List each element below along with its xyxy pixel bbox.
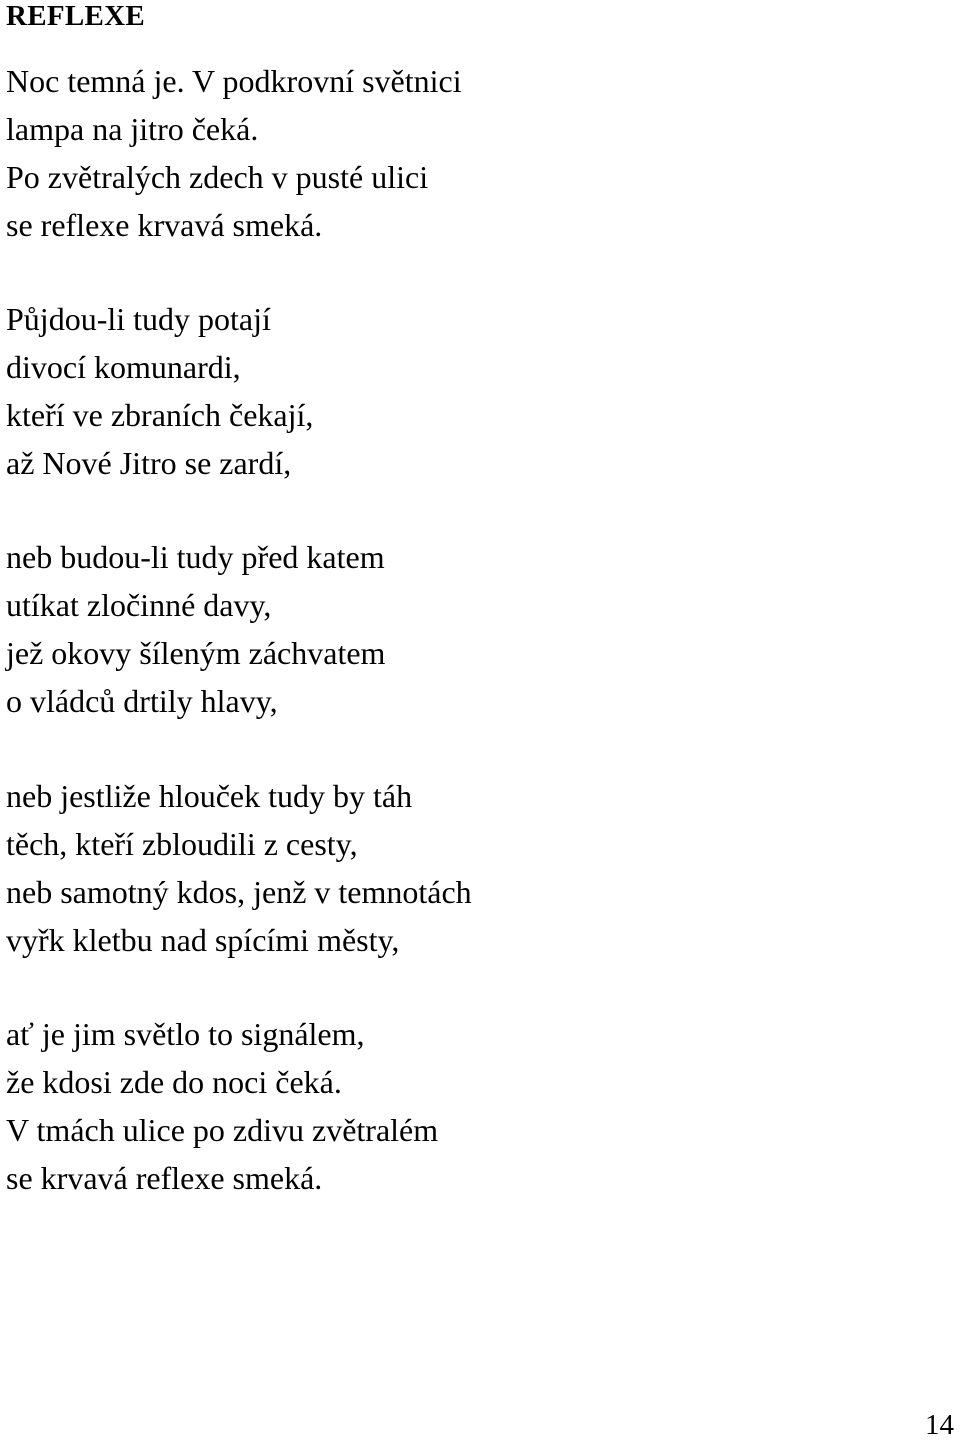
stanza-5: [6, 1010, 438, 1202]
stanza-4: [6, 772, 472, 964]
poem-line: utíkat zločinné davy,: [6, 587, 272, 623]
poem-line: vyřk kletbu nad spícími městy,: [6, 922, 400, 958]
page-number: 14: [925, 1409, 954, 1441]
stanza-2: [6, 295, 313, 487]
poem-title: REFLEXE: [6, 0, 146, 32]
poem-line: neb jestliže hlouček tudy by táh: [6, 778, 413, 814]
stanza-3: [6, 533, 385, 725]
poem-line: neb budou-li tudy před katem: [6, 539, 385, 575]
poem-line: Noc temná je. V podkrovní světnici: [6, 63, 462, 99]
poem-line: až Nové Jitro se zardí,: [6, 445, 292, 481]
poem-line: Po zvětralých zdech v pusté ulici: [6, 159, 429, 195]
poem-line: V tmách ulice po zdivu zvětralém: [6, 1112, 439, 1148]
stanza-1: [6, 57, 462, 249]
poem-line: těch, kteří zbloudili z cesty,: [6, 826, 358, 862]
poem-line: divocí komunardi,: [6, 349, 241, 385]
poem-line: se krvavá reflexe smeká.: [6, 1160, 323, 1196]
poem-line: jež okovy šíleným záchvatem: [6, 635, 386, 671]
poem-line: se reflexe krvavá smeká.: [6, 207, 323, 243]
poem-line: kteří ve zbraních čekají,: [6, 397, 314, 433]
poem-line: ať je jim světlo to signálem,: [6, 1016, 365, 1052]
poem-line: neb samotný kdos, jenž v temnotách: [6, 874, 472, 910]
poem-line: o vládců drtily hlavy,: [6, 683, 278, 719]
poem-line: lampa na jitro čeká.: [6, 111, 259, 147]
poem-line: že kdosi zde do noci čeká.: [6, 1064, 342, 1100]
poem-line: Půjdou-li tudy potají: [6, 301, 271, 337]
